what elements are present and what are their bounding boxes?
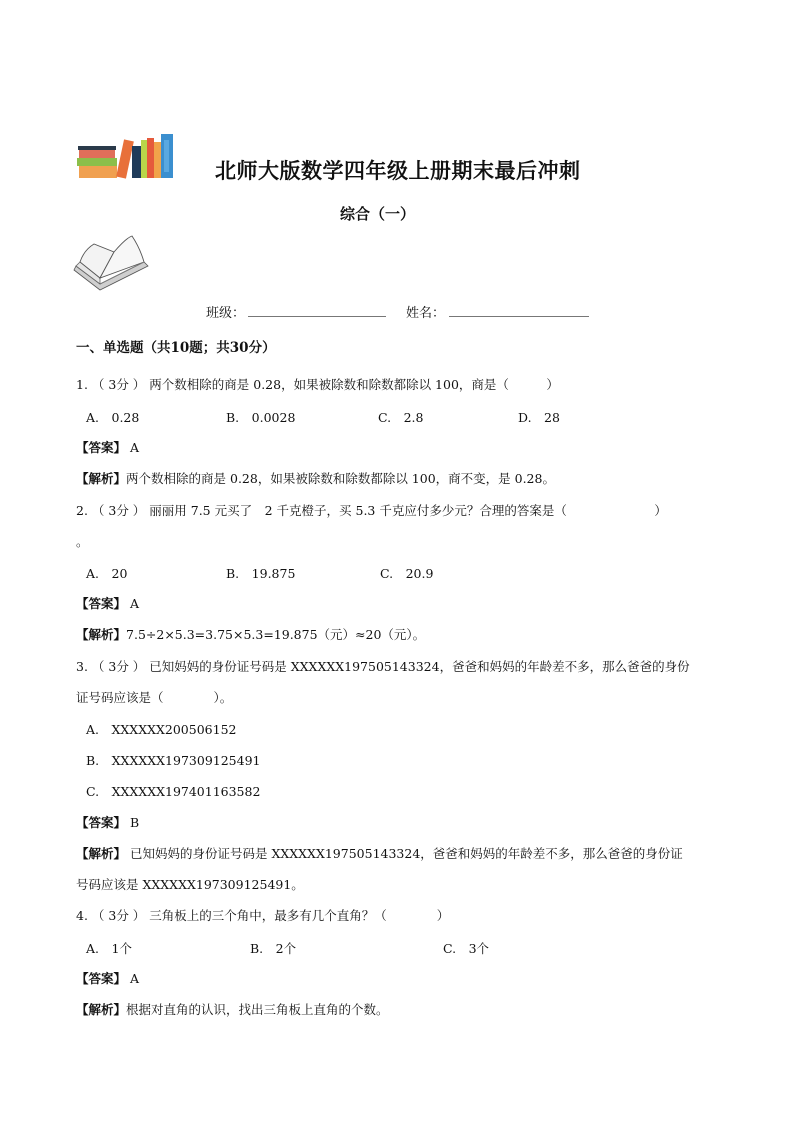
answer-label: 【答案】 (76, 440, 127, 455)
question-3-option-a[interactable]: A. XXXXXX200506152 (86, 722, 237, 737)
analysis-text: 根据对直角的认识，找出三角板上直角的个数。 (126, 1002, 389, 1017)
question-3-option-b[interactable]: B. XXXXXX197309125491 (86, 753, 261, 768)
question-1-option-d[interactable]: D. 28 (518, 410, 560, 425)
analysis-text: 两个数相除的商是 0.28，如果被除数和除数都除以 100，商不变，是 0.28。 (126, 471, 555, 486)
question-4-option-c[interactable]: C. 3个 (443, 941, 490, 956)
question-1-answer (76, 439, 139, 457)
question-2-option-c[interactable]: C. 20.9 (380, 566, 434, 581)
question-3-analysis-cont: 号码应该是 XXXXXX197309125491。 (76, 877, 304, 892)
class-input[interactable] (248, 302, 386, 317)
question-1-stem: 1. （ 3分 ） 两个数相除的商是 0.28，如果被除数和除数都除以 100，商是（ ） (76, 377, 559, 392)
class-field (206, 302, 245, 321)
document-title: 北师大版数学四年级上册期末最后冲刺 (215, 158, 581, 183)
question-1-option-b[interactable]: B. 0.0028 (226, 410, 296, 425)
answer-value: A (130, 440, 140, 455)
question-3-analysis (76, 845, 683, 863)
question-3-stem: 3. （ 3分 ） 已知妈妈的身份证号码是 XXXXXX197505143324，爸爸和妈妈的年龄差不多，那么爸爸的身份 (76, 659, 690, 674)
document-subtitle: 综合（一） (340, 205, 416, 223)
answer-value: B (130, 815, 140, 830)
answer-label: 【答案】 (76, 596, 127, 611)
question-2-analysis (76, 626, 425, 644)
question-4-option-b[interactable]: B. 2个 (250, 941, 297, 956)
question-2-answer (76, 595, 139, 613)
name-input[interactable] (449, 302, 589, 317)
analysis-label: 【解析】 (76, 846, 127, 861)
analysis-label: 【解析】 (76, 471, 127, 486)
name-label: 姓名： (406, 306, 446, 321)
open-book-icon (70, 232, 152, 294)
question-4-analysis (76, 1001, 389, 1019)
question-1-option-a[interactable]: A. 0.28 (86, 410, 140, 425)
question-3-answer (76, 814, 139, 832)
question-1-analysis (76, 470, 555, 488)
name-field (406, 302, 445, 321)
section-heading: 一、单选题（共10题；共30分） (76, 340, 276, 356)
answer-label: 【答案】 (76, 815, 127, 830)
answer-value: A (130, 971, 140, 986)
question-4-answer (76, 970, 139, 988)
analysis-text: 7.5÷2×5.3=3.75×5.3=19.875（元）≈20（元）。 (126, 627, 426, 642)
question-2-stem: 2. （ 3分 ） 丽丽用 7.5 元买了 2 千克橙子，买 5.3 千克应付多少元？合理的答案是（ ） (76, 503, 667, 518)
question-4-option-a[interactable]: A. 1个 (86, 941, 132, 956)
answer-value: A (130, 596, 140, 611)
question-2-stem-cont: 。 (76, 534, 89, 549)
question-3-option-c[interactable]: C. XXXXXX197401163582 (86, 784, 261, 799)
analysis-text: 已知妈妈的身份证号码是 XXXXXX197505143324，爸爸和妈妈的年龄差不多，那么爸爸的身份证 (126, 846, 683, 861)
answer-label: 【答案】 (76, 971, 127, 986)
analysis-label: 【解析】 (76, 1002, 127, 1017)
class-label: 班级： (206, 306, 246, 321)
question-2-option-b[interactable]: B. 19.875 (226, 566, 296, 581)
question-3-stem-cont: 证号码应该是（ ）。 (76, 690, 233, 705)
question-1-option-c[interactable]: C. 2.8 (378, 410, 424, 425)
question-2-option-a[interactable]: A. 20 (86, 566, 128, 581)
analysis-label: 【解析】 (76, 627, 127, 642)
question-4-stem: 4. （ 3分 ） 三角板上的三个角中，最多有几个直角？（ ） (76, 908, 450, 923)
bookshelf-icon (75, 132, 175, 182)
